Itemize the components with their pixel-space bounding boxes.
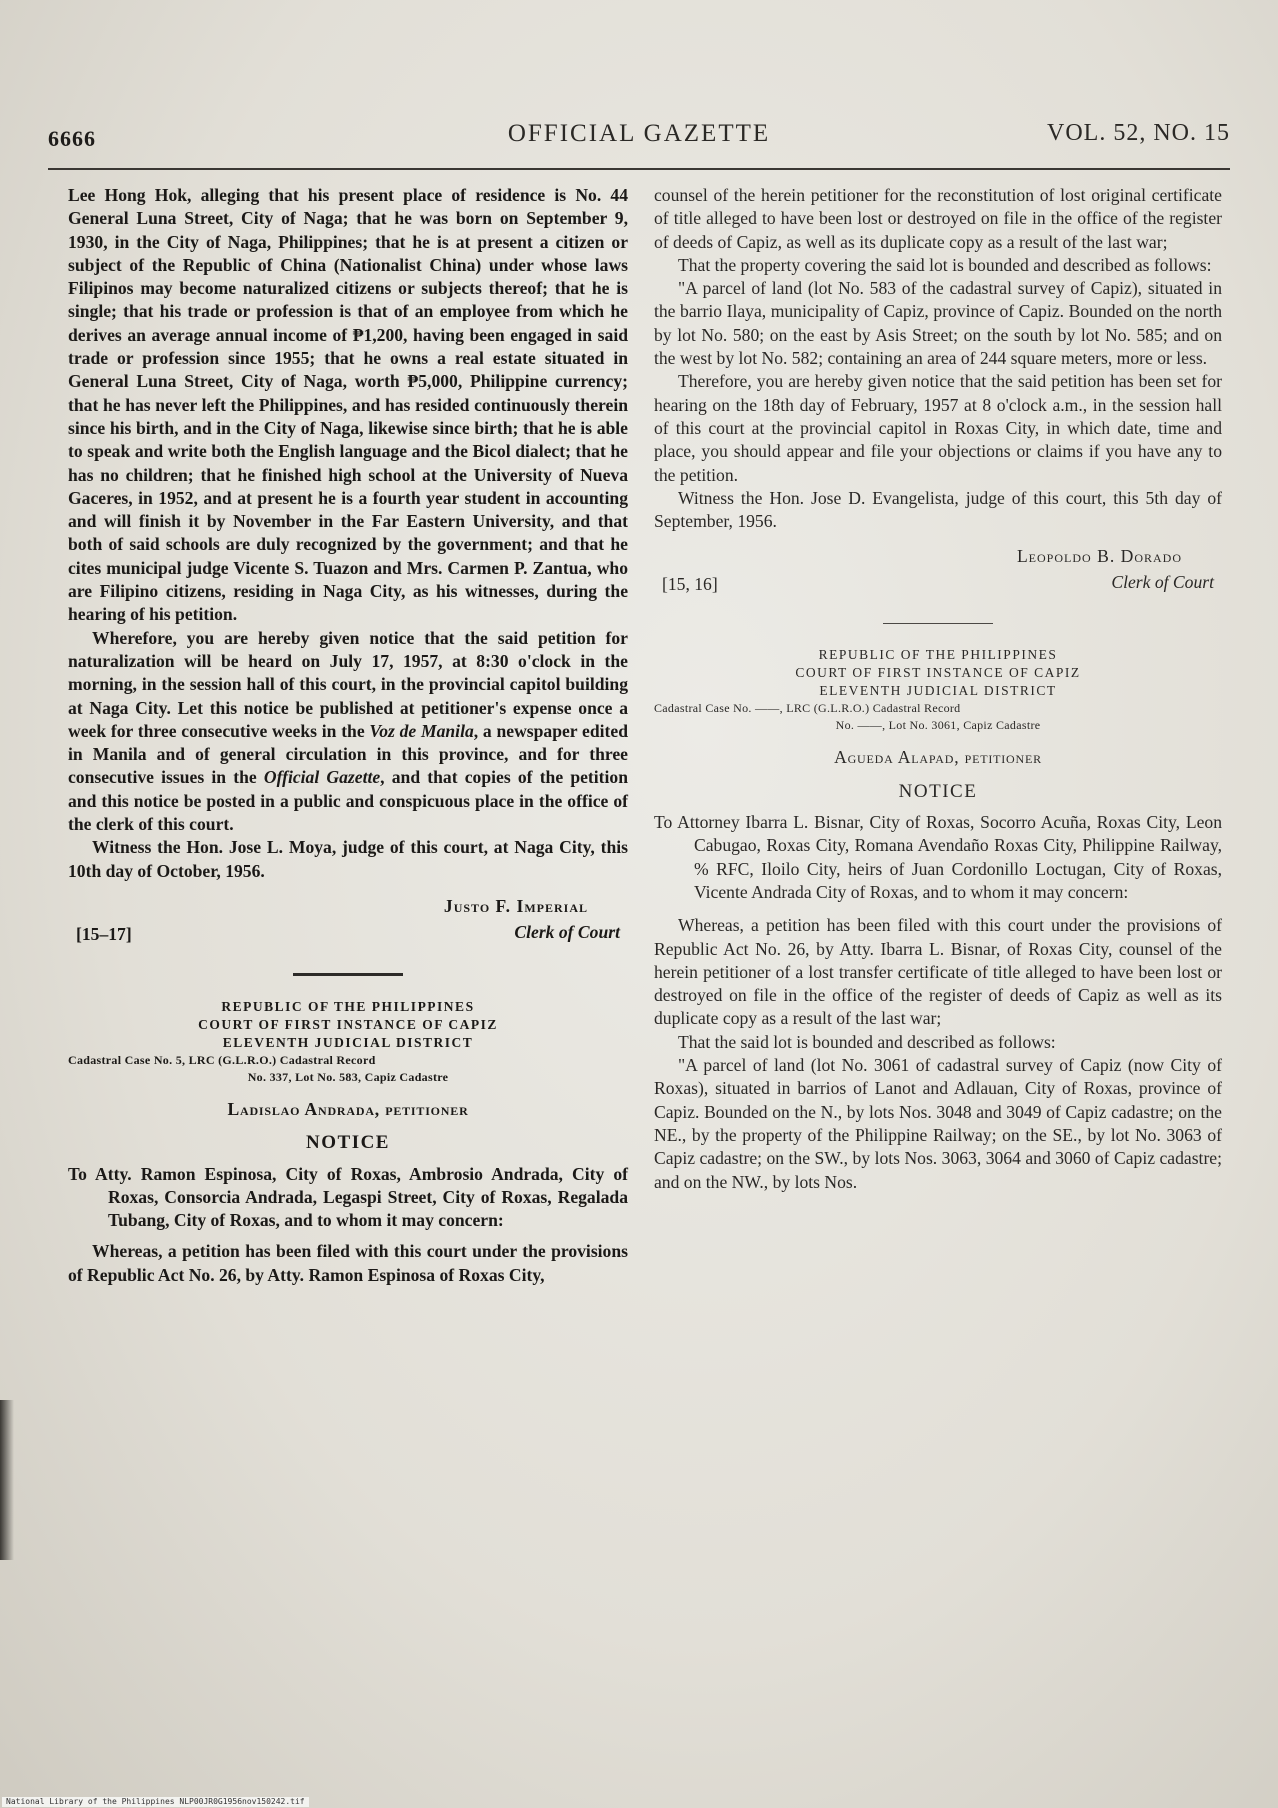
left-column (68, 184, 628, 1287)
issue-reference: [15–17] (76, 923, 132, 944)
hearing-notice-paragraph: Wherefore, you are hereby given notice that the said petition for naturalization will be heard on July 17, 1957, at 8:30 o'clock in the morning, in the session hall of this court, in the provincial capitol building at Naga City. Let this notice be published at petitioner's expense once a week for three consecutive weeks in the Voz de Manila, a newspaper edited in Manila and of general circulation in this province, and for three consecutive issues in the Official Gazette, and that copies of the petition and this notice be posted in a public and conspicuous place in the office of the clerk of this court. (68, 627, 628, 835)
signature-block (68, 895, 628, 949)
case-reference: Cadastral Case No. ——, LRC (G.L.R.O.) Cadastral Record No. ——, Lot No. 3061, Capiz Cadastre (654, 701, 1041, 733)
parcel-description: "A parcel of land (lot No. 583 of the cadastral survey of Capiz), situated in the barrio Ilaya, municipality of Capiz, province of Capiz. Bounded on the north by lot No. 580; on the east by Asis Street; on the south by lot No. 585; and on the west by lot No. 582; containing an area of 244 square meters, more or less. (654, 278, 1222, 369)
hearing-notice-paragraph: Therefore, you are hereby given notice that the said petition has been set for hearing on the 18th day of February, 1957 at 8 o'clock a.m., in the session hall of this court at the provincial capitol in Roxas City, in which date, time and place, you should appear and file your objections or claims if you have any to the petition. (654, 371, 1222, 485)
binding-shadow (0, 1400, 14, 1560)
court-line: REPUBLIC OF THE PHILIPPINES (818, 647, 1058, 663)
signature-block (654, 545, 1222, 599)
newspaper-name: Voz de Manila (369, 720, 474, 741)
lot-bounds-intro: That the said lot is bounded and described as follows: (678, 1031, 1056, 1052)
whereas-paragraph: Whereas, a petition has been filed with this court under the provisions of Republic Act No. 26, by Atty. Ibarra L. Bisnar, of Roxas City, counsel of the herein petitioner of a lost transfer certificate of title alleged to have been lost or destroyed on file in the office of the register of deeds of Capiz as well as its duplicate copy as a result of the last war; (654, 915, 1222, 1029)
court-line: ELEVENTH JUDICIAL DISTRICT (222, 1034, 474, 1050)
court-heading (68, 998, 628, 1052)
petitioner-line: Ladislao Andrada, petitioner (227, 1098, 469, 1119)
witness-paragraph: Witness the Hon. Jose L. Moya, judge of this court, at Naga City, this 10th day of October, 1956. (68, 837, 628, 881)
naturalization-paragraph: Lee Hong Hok, alleging that his present place of residence is No. 44 General Luna Street, City of Naga; that he was born on September 9, 1930, in the City of Naga, Philippines; that he is at present a citizen or subject of the Republic of China (Nationalist China) under whose laws Filipinos may become naturalized citizens or subjects thereof; that he is single; that his trade or profession is that of an employee from which he derives an average annual income of ₱1,200, having been engaged in said trade or profession since 1955; that he owns a real estate situated in General Luna Street, City of Naga, worth ₱5,000, Philippine currency; that he has never left the Philippines, and has resided continuously therein since his birth, and in the City of Naga, likewise since birth; that he is able to speak and write both the English language and the Bicol dialect; that he has no children; that he finished high school at the University of Nueva Gaceres, in 1952, and at present he is a fourth year student in accounting and will finish it by November in the Far Eastern University, and that both of said schools are duly recognized by the government; and that he cites municipal judge Vicente S. Tuazon and Mrs. Carmen P. Zantua, who are Filipino citizens, residing in Naga City, as his witnesses, during the hearing of his petition. (68, 185, 628, 625)
whereas-paragraph: Whereas, a petition has been filed with this court under the provisions of Republic Act No. 26, by Atty. Ramon Espinosa of Roxas City, (68, 1241, 628, 1285)
addressees: To Atty. Ramon Espinosa, City of Roxas, Ambrosio Andrada, City of Roxas, Consorcia Andrada, Legaspi Street, City of Roxas, Regalada Tubang, City of Roxas, and to whom it may concern: (68, 1163, 628, 1231)
parcel-description: "A parcel of land (lot No. 3061 of cadastral survey of Capiz (now City of Roxas), situated in barrios of Lanot and Adlauan, City of Roxas, province of Capiz. Bounded on the N., by lots Nos. 3048 and 3049 of Capiz cadastre; on the NE., by the property of the Philippine Railway; on the SE., by lot No. 3063 of Capiz cadastre; on the SW., by lots Nos. 3063, 3064 and 3060 of Capiz cadastre; and on the NW., by lots Nos. (654, 1055, 1222, 1192)
court-heading (654, 646, 1222, 700)
section-divider (293, 973, 403, 976)
court-line: ELEVENTH JUDICIAL DISTRICT (819, 683, 1057, 699)
case-reference: Cadastral Case No. 5, LRC (G.L.R.O.) Cadastral Record No. 337, Lot No. 583, Capiz Cadastre (68, 1052, 449, 1084)
page-number: 6666 (48, 126, 96, 151)
notice-heading: NOTICE (306, 1132, 390, 1154)
witness-paragraph: Witness the Hon. Jose D. Evangelista, judge of this court, this 5th day of September, 1956. (654, 487, 1222, 532)
section-divider (883, 623, 993, 624)
clerk-name: Leopoldo B. Dorado (1016, 546, 1182, 567)
notice-heading: NOTICE (898, 780, 978, 802)
court-line: COURT OF FIRST INSTANCE OF CAPIZ (795, 665, 1081, 681)
addressees: To Attorney Ibarra L. Bisnar, City of Roxas, Socorro Acuña, Roxas City, Leon Cabugao, Roxas City, Romana Avendaño Roxas City, Philippine Railway, % RFC, Iloilo City, heirs of Juan Cordonillo Loctugan, City of Roxas, Vicente Andrada City of Roxas, and to whom it may concern: (654, 812, 1222, 902)
court-line: COURT OF FIRST INSTANCE OF CAPIZ (198, 1016, 498, 1032)
clerk-name: Justo F. Imperial (443, 895, 588, 916)
court-line: REPUBLIC OF THE PHILIPPINES (221, 998, 475, 1014)
publication-title: OFFICIAL GAZETTE (507, 120, 771, 147)
clerk-title: Clerk of Court (514, 921, 620, 942)
continuation-paragraph: counsel of the herein petitioner for the reconstitution of lost original certificate of title alleged to have been lost or destroyed on file in the office of the register of deeds of Capiz, as well as its duplicate copy as a result of the last war; (654, 185, 1222, 252)
scan-footer: National Library of the Philippines NLP00JR0G1956nov150242.tif (2, 1797, 309, 1807)
clerk-title: Clerk of Court (1111, 572, 1214, 593)
header-rule (48, 168, 1230, 170)
volume-number: VOL. 52, NO. 15 (1047, 120, 1230, 146)
right-column (654, 184, 1222, 1194)
gazette-name: Official Gazette (263, 767, 381, 788)
issue-reference: [15, 16] (662, 574, 718, 595)
petitioner-line: Agueda Alapad, petitioner (834, 747, 1042, 768)
page-header (48, 120, 1230, 160)
property-intro: That the property covering the said lot is bounded and described as follows: (678, 254, 1212, 275)
